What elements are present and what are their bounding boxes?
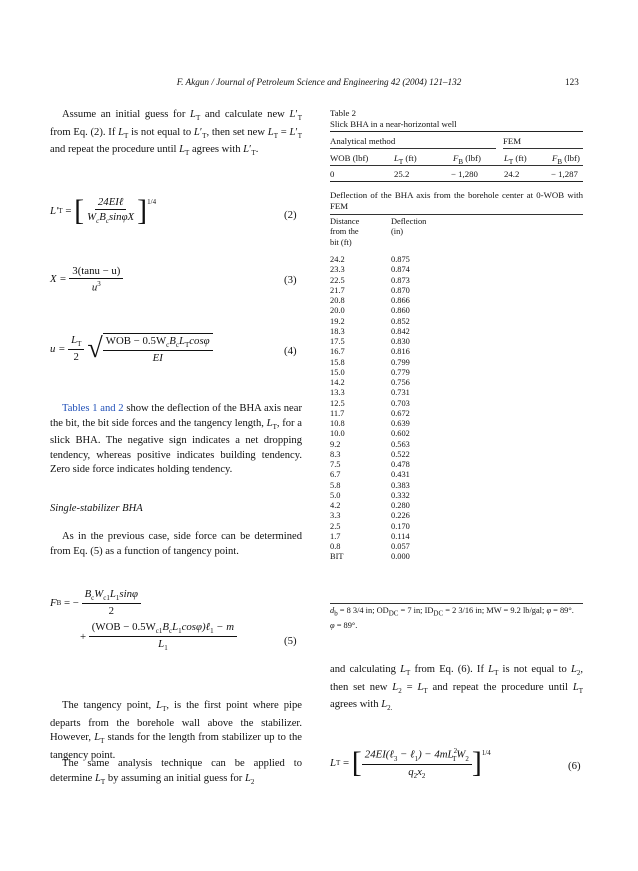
table-row: [330, 317, 583, 327]
table-header-rule: [330, 165, 583, 166]
group-fem-rule: [503, 148, 583, 149]
distance-cell: 11.7: [330, 408, 345, 418]
distance-cell: 17.5: [330, 337, 345, 346]
deflection-cell: 0.842: [391, 326, 410, 336]
tangency-paragraph-1: The tangency point, $L_T$, is the first point where pipe departs from the borehole wall above the stabilizer. However, $L_T$ stands for the length from stabilizer up to the tangency point.: [50, 700, 302, 761]
deflection-cell: 0.431: [391, 470, 410, 480]
deflection-cell: 0.563: [391, 439, 410, 449]
distance-cell: 18.3: [330, 326, 345, 336]
table-row: [330, 327, 583, 337]
distance-cell: 22.5: [330, 275, 345, 285]
table-caption: Slick BHA in a near-horizontal well: [330, 119, 457, 129]
table-row: [330, 378, 583, 388]
table-row: [330, 276, 583, 286]
deflection-caption: Deflection of the BHA axis from the borehole center at 0-WOB with FEM: [330, 190, 583, 211]
deflection-cell: 0.870: [391, 285, 410, 295]
table-row: [330, 419, 583, 429]
equation-5-number: (5): [284, 635, 297, 647]
table-label: Table 2: [330, 108, 357, 118]
distance-cell: 14.2: [330, 378, 345, 387]
intro-paragraph: Assume an initial guess for $L_T$ and calculate new $L'_T$ from Eq. (2). If $L_T$ is not equal to $L'_T$, then set new $L_T = L'_T$ and repeat the procedure until $L_T$ agrees with $L'_T$.: [50, 109, 302, 158]
table-row: [330, 347, 583, 357]
distance-cell: 1.7: [330, 531, 341, 541]
tangency-paragraph-2: The same analysis technique can be applied to determine $L_T$ by assuming an initial guess for $L_2$: [50, 758, 302, 786]
deflection-cell: 0.866: [391, 296, 410, 305]
deflection-cell: 0.522: [391, 449, 410, 459]
deflection-cell: 0.873: [391, 275, 410, 285]
equation-4-number: (4): [284, 345, 297, 357]
distance-cell: 15.0: [330, 367, 345, 377]
col-lt-fem: $L_T$ (ft): [504, 153, 527, 166]
deflection-cell: 0.114: [391, 531, 410, 541]
deflection-cell: 0.852: [391, 316, 410, 326]
table-row: [330, 522, 583, 532]
table-row: [330, 255, 583, 265]
table-row: [330, 409, 583, 419]
table-row: [330, 296, 583, 306]
distance-cell: 10.0: [330, 429, 345, 439]
table-row: [330, 491, 583, 501]
distance-cell: 3.3: [330, 511, 341, 521]
distance-cell: 2.5: [330, 521, 341, 531]
table-row: [330, 429, 583, 439]
distance-cell: 23.3: [330, 265, 345, 275]
equation-6: L T = [ $\frac{24EI(\ell_3 - \ell_1) - 4mL^2_TW_2}{q_2x_2}$ ] $^{1/4}$: [330, 746, 491, 780]
deflection-cell: 0.280: [391, 501, 410, 510]
distance-cell: 19.2: [330, 316, 345, 326]
equation-2: L′ T = [ $\frac{\text{24EIℓ}}{W_cB_c\sin\varphi X}$ ] $^{1/4}$: [50, 194, 157, 227]
deflection-cell: 0.639: [391, 419, 410, 428]
distance-cell: 5.0: [330, 490, 341, 500]
table-row: [330, 358, 583, 368]
group-analytical-rule: [330, 148, 496, 149]
table-rule-top: [330, 131, 583, 132]
deflection-cell: 0.875: [391, 255, 410, 264]
table-row: [330, 511, 583, 521]
group-analytical: Analytical method: [330, 136, 396, 146]
equation-6-number: (6): [568, 760, 581, 772]
distance-cell: 15.8: [330, 357, 345, 367]
table-row: [330, 501, 583, 511]
section-paragraph: As in the previous case, side force can be determined from Eq. (5) as a function of tangency point.: [50, 531, 302, 557]
distance-cell: 20.0: [330, 306, 345, 316]
col-wob: WOB (lbf): [330, 153, 369, 163]
deflection-header: Distance Deflection from the (in) bit (ft): [330, 217, 427, 247]
table-row: [330, 286, 583, 296]
page-number: 123: [565, 77, 579, 87]
deflection-cell: 0.478: [391, 460, 410, 469]
distance-cell: 24.2: [330, 255, 345, 264]
deflection-cell: 0.000: [391, 552, 410, 562]
table-row: [330, 265, 583, 275]
distance-cell: 21.7: [330, 285, 345, 295]
deflection-cell: 0.602: [391, 429, 410, 439]
table-row: [330, 460, 583, 470]
distance-cell: 13.3: [330, 388, 345, 398]
equation-2-number: (2): [284, 209, 297, 221]
distance-cell: 4.2: [330, 501, 341, 510]
calc-paragraph: and calculating $L_T$ from Eq. (6). If $L_T$ is not equal to $L_2$, then set new $L_2 = L_T$ and repeat the procedure until $L_T$ agrees with $L_{2.}$: [330, 664, 583, 713]
table-row: [330, 388, 583, 398]
table-row: 0 25.2 − 1,280 24.2 − 1,287: [330, 169, 578, 179]
deflection-cell: 0.779: [391, 367, 410, 377]
distance-cell: 5.8: [330, 480, 341, 490]
table-row: [330, 481, 583, 491]
equation-3-number: (3): [284, 274, 297, 286]
group-fem: FEM: [503, 136, 522, 146]
equation-4: u = $\frac{L_T}{2}$ √ $\frac{WOB - 0.5W_cB_cL_T\cos\varphi}{EI}$: [50, 333, 213, 364]
table-footnote: $d_b = 8$ 3/4 in; $OD_{DC} = 7$ in; $ID_{DC} = 2$ 3/16 in; MW = 9.2 lb/gal; φ = 89°. φ = 89°.: [330, 606, 574, 630]
deflection-cell: 0.816: [391, 347, 410, 357]
equation-3: X = $\frac{3(\tan u - u)}{u^3}$: [50, 265, 123, 294]
deflection-cell: 0.332: [391, 490, 410, 500]
deflection-cell: 0.672: [391, 408, 410, 418]
deflection-cell: 0.170: [391, 521, 410, 531]
deflection-cell: 0.383: [391, 480, 410, 490]
deflection-cell: 0.874: [391, 265, 410, 275]
deflection-cell: 0.799: [391, 357, 410, 367]
table-row: [330, 306, 583, 316]
table-row: [330, 542, 583, 552]
equation-5: F B = − $\frac{B_cW_{c1}L_1\sin\varphi}{2}$ + $\frac{(WOB - 0.5W_{c1}B_cL_1\cos\varphi)\ell_1 - m}{L_1}$: [50, 588, 237, 652]
col-fb-fem: $F_B$ (lbf): [552, 153, 580, 166]
deflection-rule-bottom: [330, 603, 583, 604]
distance-cell: 8.3: [330, 449, 341, 459]
distance-cell: 9.2: [330, 439, 341, 449]
table-header-row: [330, 153, 583, 165]
deflection-table-body: [330, 255, 583, 563]
tables-paragraph: Tables 1 and 2 show the deflection of the BHA axis near the bit, the bit side forces and the tangency length, $L_T$, for a slick BHA. The negative sign indicates a net dropping tendency, whereas positive indicates building tendency. Zero side force indicates holding tendency.: [50, 403, 303, 476]
table-row: [330, 399, 583, 409]
deflection-rule-top: [330, 214, 583, 215]
deflection-cell: 0.756: [391, 378, 410, 387]
distance-cell: 10.8: [330, 419, 345, 428]
deflection-cell: 0.860: [391, 306, 410, 316]
table-rule-bottom: [330, 181, 583, 182]
table-row: [330, 552, 583, 562]
deflection-cell: 0.830: [391, 337, 410, 346]
distance-cell: 16.7: [330, 347, 345, 357]
distance-cell: 0.8: [330, 542, 341, 551]
distance-cell: BIT: [330, 552, 344, 562]
table-row: [330, 440, 583, 450]
table-row: [330, 368, 583, 378]
table-row: [330, 470, 583, 480]
distance-cell: 7.5: [330, 460, 341, 469]
section-title: Single-stabilizer BHA: [50, 503, 143, 514]
table-row: [330, 532, 583, 542]
distance-cell: 6.7: [330, 470, 341, 480]
running-header: F. Akgun / Journal of Petroleum Science and Engineering 42 (2004) 121–132: [176, 77, 462, 87]
deflection-cell: 0.057: [391, 542, 410, 551]
distance-cell: 12.5: [330, 398, 345, 408]
deflection-cell: 0.731: [391, 388, 410, 398]
col-fb-analytical: $F_B$ (lbf): [453, 153, 481, 166]
tables-link[interactable]: Tables 1 and 2: [62, 403, 124, 414]
table-row: [330, 450, 583, 460]
col-lt-analytical: $L_T$ (ft): [394, 153, 417, 166]
deflection-cell: 0.226: [391, 511, 410, 521]
table-row: [330, 337, 583, 347]
deflection-cell: 0.703: [391, 398, 410, 408]
distance-cell: 20.8: [330, 296, 345, 305]
